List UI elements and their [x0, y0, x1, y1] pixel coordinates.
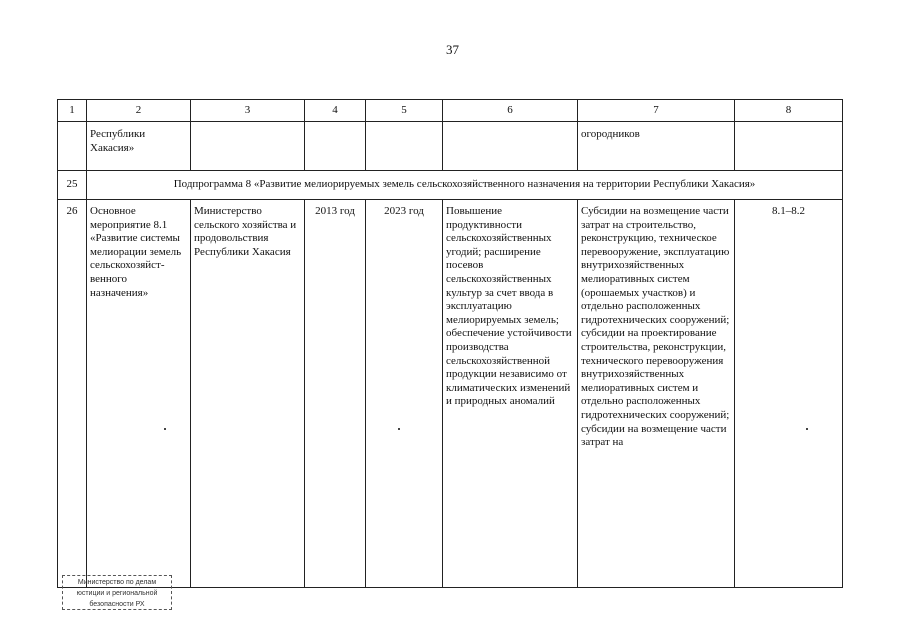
column-header: 3 — [191, 100, 305, 122]
page-number: 37 — [446, 42, 459, 57]
executor-cell: Министерство сельского хозяйства и продовольствия Республики Хакасия — [191, 200, 305, 588]
column-header: 5 — [366, 100, 443, 122]
column-header: 7 — [578, 100, 735, 122]
table-cell — [735, 122, 843, 171]
table-cell — [443, 122, 578, 171]
indicator-link-cell: 8.1–8.2 — [735, 200, 843, 588]
table-row-main-activity — [58, 200, 843, 588]
column-header: 8 — [735, 100, 843, 122]
start-year-cell: 2013 год — [305, 200, 366, 588]
table-row-continuation — [58, 122, 843, 171]
table-cell — [366, 122, 443, 171]
stamp-line: безопасности РХ — [89, 601, 145, 608]
column-header: 2 — [87, 100, 191, 122]
table-cell-measures-cont: огородников — [578, 122, 735, 171]
table-header-row — [58, 100, 843, 122]
table-cell — [191, 122, 305, 171]
end-year-cell: 2023 год — [366, 200, 443, 588]
table-cell — [58, 122, 87, 171]
column-header: 1 — [58, 100, 87, 122]
table-row-subprogram — [58, 171, 843, 200]
subprogram-title: Подпрограмма 8 «Развитие мелиорируемых земель сельскохозяйственного назначения на территории Республики Хакасия» — [87, 171, 843, 200]
row-number: 25 — [58, 171, 87, 200]
row-number: 26 — [58, 200, 87, 588]
stamp-line: юстиции и региональной — [76, 590, 158, 597]
scan-mark — [806, 428, 808, 430]
activity-name-cell: Основное мероприятие 8.1 «Развитие системы мелиорации земель сельскохозяйст-венного назначения» — [87, 200, 191, 588]
table-cell — [305, 122, 366, 171]
measures-cell: Субсидии на возмещение части затрат на строительство, реконструкцию, техническое перевооружение, эксплуатацию внутрихозяйственных мелиоративных систем (орошаемых участков) и отдельно расположенных гидротехнических сооружений; субсидии на проектирование строительства, реконструкции, технического перевооружения внутрихозяйственных мелиоративных систем и отдельно расположенных гидротехнических сооружений; субсидии на возмещение части затрат на — [578, 200, 735, 588]
document-table — [57, 99, 843, 588]
scan-mark — [164, 428, 166, 430]
table-cell-executor-cont: Республики Хакасия» — [87, 122, 191, 171]
column-header: 4 — [305, 100, 366, 122]
scan-mark — [398, 428, 400, 430]
stamp-line: Министерство по делам — [77, 579, 157, 586]
expected-result-cell: Повышение продуктивности сельскохозяйственных угодий; расширение посевов сельскохозяйственных культур за счет ввода в эксплуатацию мелиорируемых земель; обеспечение устойчивости производства сельскохозяйственной продукции независимо от климатических изменений и природных аномалий — [443, 200, 578, 588]
registration-stamp — [62, 575, 172, 610]
column-header: 6 — [443, 100, 578, 122]
